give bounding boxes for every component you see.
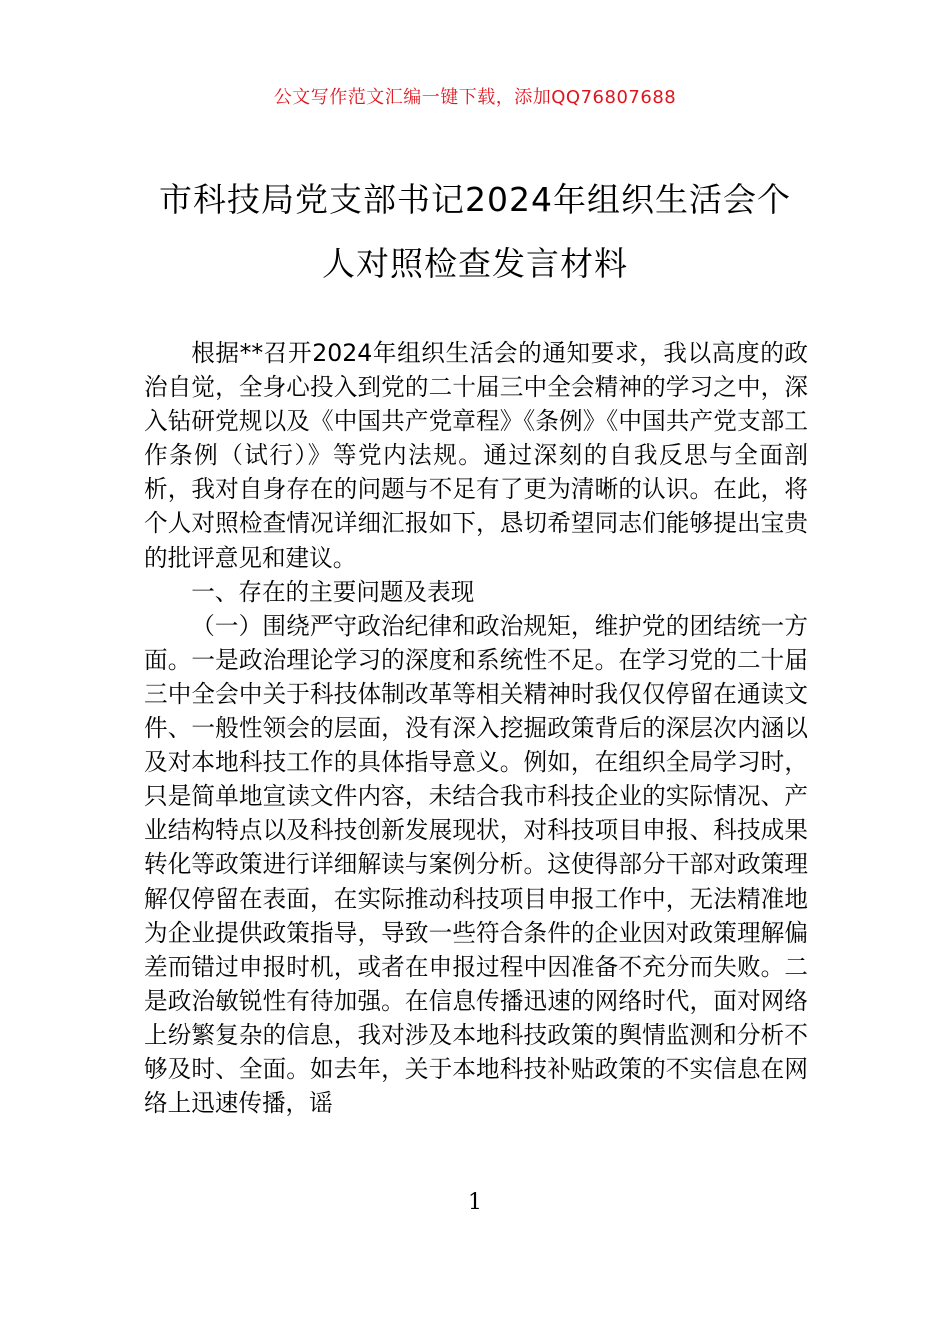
section-paragraph: （一）围绕严守政治纪律和政治规矩，维护党的团结统一方面。一是政治理论学习的深度和系统性不足。在学习党的二十届三中全会中关于科技体制改革等相关精神时我仅仅停留在通读文件、一般性领会的层面，没有深入挖掘政策背后的深层次内涵以及对本地科技工作的具体指导意义。例如，在组织全局学习时，只是简单地宣读文件内容，未结合我市科技企业的实际情况、产业结构特点以及科技创新发展现状，对科技项目申报、科技成果转化等政策进行详细解读与案例分析。这使得部分干部对政策理解仅停留在表面，在实际推动科技项目申报工作中，无法精准地为企业提供政策指导，导致一些符合条件的企业因对政策理解偏差而错过申报时机，或者在申报过程中因准备不充分而失败。二是政治敏锐性有待加强。在信息传播迅速的网络时代，面对网络上纷繁复杂的信息，我对涉及本地科技政策的舆情监测和分析不够及时、全面。如去年，关于本地科技补贴政策的不实信息在网络上迅速传播，谣: [144, 611, 808, 1118]
section-heading: 一、存在的主要问题及表现: [191, 577, 475, 606]
document-body: [144, 336, 808, 1120]
intro-paragraph: 根据**召开2024年组织生活会的通知要求，我以高度的政治自觉，全身心投入到党的二十届三中全会精神的学习之中，深入钻研党规以及《中国共产党章程》《条例》《中国共产党支部工作条例（试行）》等党内法规。通过深刻的自我反思与全面剖析，我对自身存在的问题与不足有了更为清晰的认识。在此，将个人对照检查情况详细汇报如下，恳切希望同志们能够提出宝贵的批评意见和建议。: [144, 339, 808, 572]
document-title: [130, 168, 820, 296]
download-promo-note: 公文写作范文汇编一键下载，添加QQ76807688: [273, 87, 677, 108]
title-line-2: 人对照检查发言材料: [322, 244, 628, 283]
title-line-1: 市科技局党支部书记2024年组织生活会个: [159, 180, 791, 219]
page-number: 1: [468, 1190, 482, 1215]
